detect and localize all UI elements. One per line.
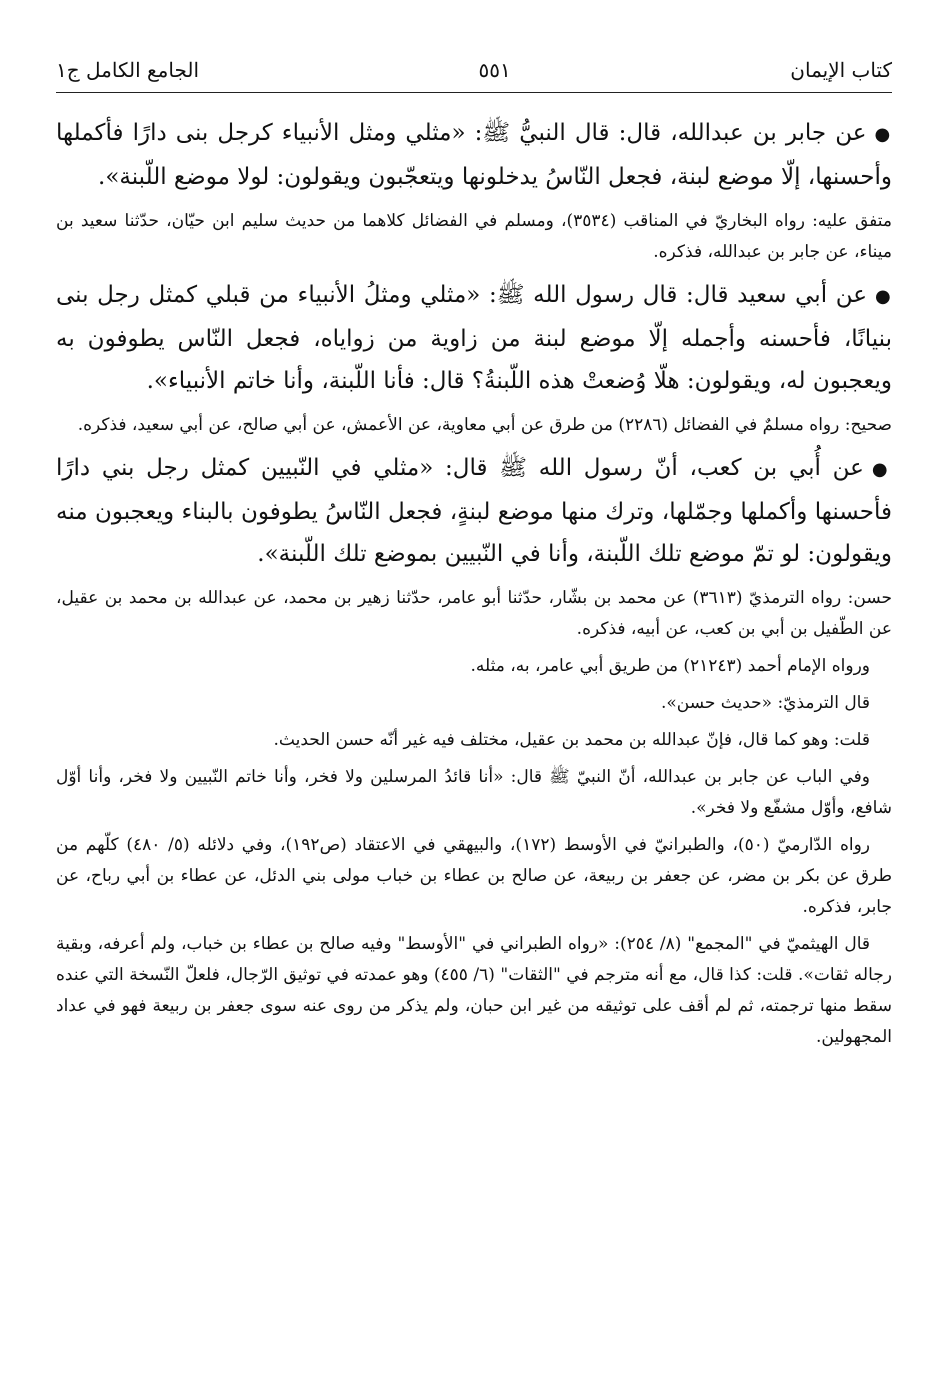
- hadith-text: عن أُبي بن كعب، أنّ رسول الله ﷺ قال: «مثلي في النّبيين كمثل رجل بني دارًا فأحسنها وأكملها وجمّلها، وترك منها موضع لبنةٍ، فجعل النّاسُ يطوفون بالبناء ويعجبون منه ويقولون: لو تمّ موضع تلك اللّبنة، وأنا في النّبيين بموضع تلك اللّبنة».: [56, 455, 892, 567]
- takhrij-note: رواه الدّارميّ (٥٠)، والطبرانيّ في الأوسط (١٧٢)، والبيهقي في الاعتقاد (ص١٩٢)، وفي دلائله (٥/ ٤٨٠) كلّهم من طرق عن بكر بن مضر، عن جعفر بن ربيعة، عن صالح بن عطاء بن خباب مولى بني الدئل، عن عطاء بن أبي رباح، عن جابر، فذكره.: [56, 835, 892, 917]
- takhrij-note: وفي الباب عن جابر بن عبدالله، أنّ النبيّ ﷺ قال: «أنا قائدُ المرسلين ولا فخر، وأنا خاتم النّبيين ولا فخر، وأنا أوّل شافع، وأوّل مشفّع ولا فخر».: [56, 767, 892, 818]
- page-number: ٥٥١: [478, 58, 511, 82]
- header-divider: [56, 92, 892, 93]
- takhrij-note: قال الهيثميّ في "المجمع" (٨/ ٢٥٤): «رواه الطبراني في "الأوسط" وفيه صالح بن عطاء بن خباب، ولم أعرفه، وبقية رجاله ثقات». قلت: كذا قال، مع أنه مترجم في "الثقات" (٦/ ٤٥٥) وهو عمدته في توثيق الرّجال، فلعلّ النّسخة التي عنده سقط منها ترجمته، ثم لم أقف على توثيقه من غير ابن حبان، ولم يذكر من روى عنه سوى جعفر بن ربيعة فهو في عداد المجهولين.: [56, 934, 892, 1047]
- takhrij-note: قلت: وهو كما قال، فإنّ عبدالله بن محمد بن عقيل، مختلف فيه غير أنّه حسن الحديث.: [273, 730, 870, 750]
- hadith-paragraph: [56, 112, 892, 198]
- takhrij-note: متفق عليه: رواه البخاريّ في المناقب (٣٥٣٤)، ومسلم في الفضائل كلاهما من حديث سليم ابن حيّان، حدّثنا سعيد بن ميناء، عن جابر بن عبدالله، فذكره.: [56, 211, 892, 262]
- hadith-text: عن أبي سعيد قال: قال رسول الله ﷺ: «مثلي ومثلُ الأنبياء من قبلي كمثل رجل بنى بنيانًا، فأحسنه وأجمله إلّا موضع لبنة من زاوية من زواياه، فجعل النّاس يطوفون به ويعجبون له، ويقولون: هلّا وُضعتْ هذه اللّبنةُ؟ قال: فأنا اللّبنة، وأنا خاتم الأنبياء».: [56, 282, 892, 394]
- volume-title: الجامع الكامل ج١: [56, 58, 200, 82]
- page-header: [56, 50, 892, 90]
- hadith-text: عن جابر بن عبدالله، قال: قال النبيُّ ﷺ: «مثلي ومثل الأنبياء كرجل بنى دارًا فأكملها وأحسنها، إلّا موضع لبنة، فجعل النّاسُ يدخلونها ويتعجّبون ويقولون: لولا موضع اللّبنة».: [56, 120, 892, 190]
- book-title: كتاب الإيمان: [790, 58, 892, 82]
- takhrij-note: قال الترمذيّ: «حديث حسن».: [660, 693, 870, 713]
- hadith-paragraph: [56, 447, 892, 575]
- bullet-icon: ●: [874, 124, 892, 145]
- hadith-paragraph: [56, 274, 892, 402]
- takhrij-note: صحيح: رواه مسلمٌ في الفضائل (٢٢٨٦) من طرق عن أبي معاوية، عن الأعمش، عن أبي صالح، عن أبي سعيد، فذكره.: [77, 415, 892, 435]
- bullet-icon: ●: [871, 459, 892, 480]
- bullet-icon: ●: [874, 286, 892, 307]
- takhrij-note: حسن: رواه الترمذيّ (٣٦١٣) عن محمد بن بشّار، حدّثنا أبو عامر، حدّثنا زهير بن محمد، عن عبدالله بن محمد بن عقيل، عن الطّفيل بن أبي بن كعب، عن أبيه، فذكره.: [56, 588, 892, 639]
- takhrij-note: ورواه الإمام أحمد (٢١٢٤٣) من طريق أبي عامر، به، مثله.: [470, 656, 870, 676]
- page-content: [56, 112, 892, 1059]
